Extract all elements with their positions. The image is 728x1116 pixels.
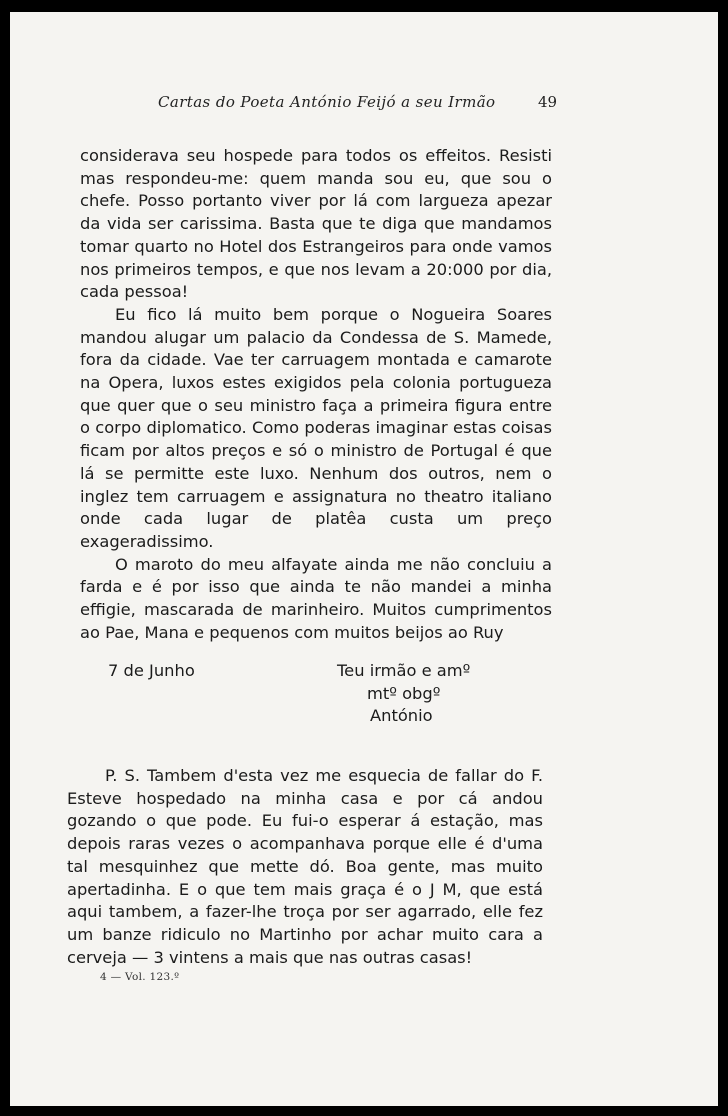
letter-signoff <box>10 650 718 730</box>
closing-line-1: Teu irmão e amº <box>337 661 471 680</box>
signature-block <box>337 660 470 728</box>
letter-body <box>80 145 552 644</box>
running-header <box>10 93 718 117</box>
postscript <box>67 765 543 969</box>
signature-name: António <box>370 706 433 726</box>
closing-line-2: mtº obgº <box>367 683 441 703</box>
book-page <box>10 12 718 1106</box>
paragraph-1: considerava seu hospede para todos os effeitos. Resisti mas respondeu-me: quem manda sou eu, que sou o chefe. Posso portanto viver por lá com largueza apezar da vida ser carissima. Basta que te diga que mandamos tomar quarto no Hotel dos Estrangeiros para onde vamos nos primeiros tempos, e que nos levam a 20:000 por dia, cada pessoa! <box>80 146 552 302</box>
postscript-paragraph: P. S. Tambem d'esta vez me esquecia de fallar do F. Esteve hospedado na minha casa e por cá andou gozando o que pode. Eu fui-o esperar á estação, mas depois raras vezes o acompanhava porque elle é d'uma tal mesquinhez que mette dó. Boa gente, mas muito apertadinha. E o que tem mais graça é o J M, que está aqui tambem, a fazer-lhe troça por ser agarrado, elle fez um banze ridiculo no Martinho por achar muito cara a cerveja — 3 vintens a mais que nas outras casas! <box>67 766 543 967</box>
signature-mark: 4 — Vol. 123.º <box>100 971 180 983</box>
paragraph-2: Eu fico lá muito bem porque o Nogueira Soares mandou alugar um palacio da Condessa de S. Mamede, fora da cidade. Vae ter carruagem montada e camarote na Opera, luxos estes exigidos pela colonia portugueza que quer que o seu ministro faça a primeira figura entre o corpo diplomatico. Como poderas imaginar estas coisas ficam por altos preços e só o ministro de Portugal é que lá se permitte este luxo. Nenhum dos outros, nem o inglez tem carruagem e assignatura no theatro italiano onde cada lugar de platêa custa um preço exageradissimo. <box>80 304 552 551</box>
page-number: 49 <box>538 93 558 111</box>
running-title: Cartas do Poeta António Feijó a seu Irmão <box>158 93 496 111</box>
letter-date: 7 de Junho <box>108 661 195 680</box>
paragraph-3: O maroto do meu alfayate ainda me não concluiu a farda e é por isso que ainda te não mandei a minha effigie, mascarada de marinheiro. Muitos cumprimentos ao Pae, Mana e pequenos com muitos beijos ao Ruy <box>80 554 552 642</box>
